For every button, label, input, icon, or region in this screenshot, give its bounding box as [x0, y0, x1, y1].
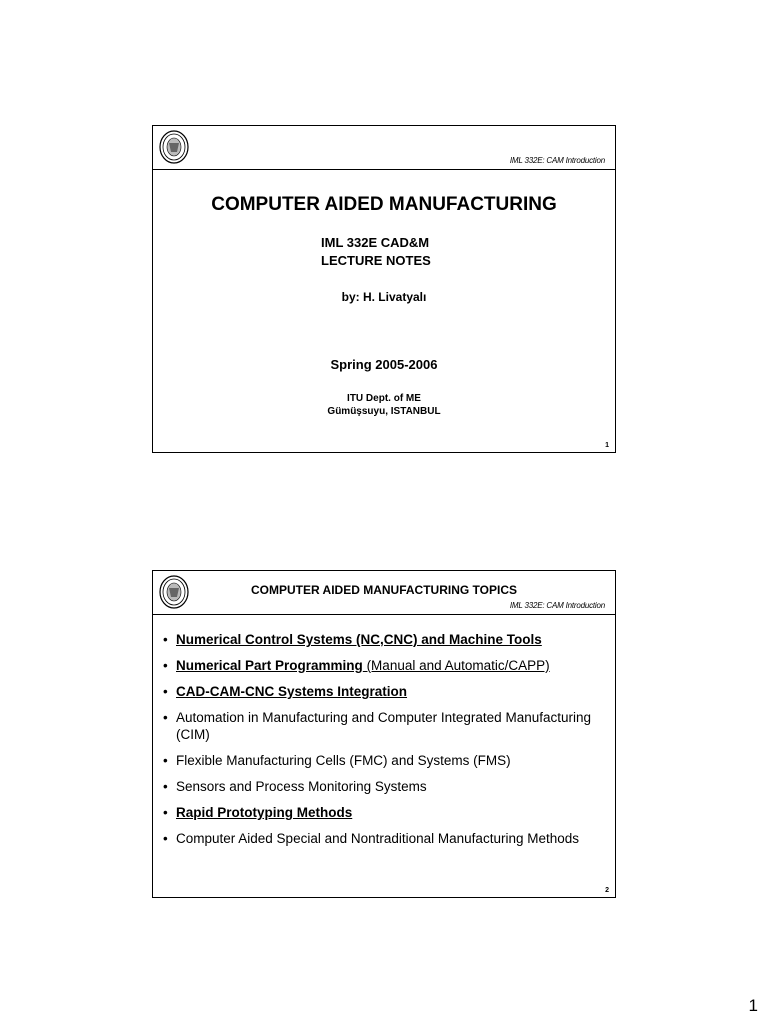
topic-label: Automation in Manufacturing and Computer Integrated Manufacturing (CIM)	[176, 710, 591, 742]
topic-item	[163, 631, 603, 648]
topic-item	[163, 804, 603, 821]
slide-number: 1	[605, 442, 609, 449]
bullet-icon: •	[163, 632, 168, 647]
lecture-notes-label: LECTURE NOTES	[321, 253, 431, 268]
bullet-icon: •	[163, 753, 168, 768]
topic-label: Sensors and Process Monitoring Systems	[176, 779, 427, 794]
topic-label: Numerical Control Systems (NC,CNC) and Machine Tools	[176, 632, 542, 647]
topic-item	[163, 830, 603, 847]
slide-2-header	[153, 571, 615, 615]
course-tag: IML 332E: CAM Introduction	[509, 601, 605, 610]
bullet-icon: •	[163, 805, 168, 820]
topic-label: Computer Aided Special and Nontraditional Manufacturing Methods	[176, 831, 579, 846]
bullet-icon: •	[163, 658, 168, 673]
slide-2	[152, 570, 616, 898]
course-tag: IML 332E: CAM Introduction	[509, 156, 605, 165]
topic-label: Numerical Part Programming	[176, 658, 363, 673]
university-seal-icon	[159, 130, 189, 164]
bullet-icon: •	[163, 779, 168, 794]
topic-item	[163, 683, 603, 700]
topics-list	[163, 631, 603, 856]
bullet-icon: •	[163, 710, 168, 725]
department-line-2: Gümüşsuyu, ISTANBUL	[327, 406, 441, 417]
topic-item	[163, 657, 603, 674]
page-number: 1	[748, 996, 758, 1015]
term: Spring 2005-2006	[330, 357, 438, 372]
department	[153, 392, 615, 418]
topic-label: CAD-CAM-CNC Systems Integration	[176, 684, 408, 699]
course-code: IML 332E CAD&M	[321, 235, 430, 250]
topic-label: Flexible Manufacturing Cells (FMC) and Systems (FMS)	[176, 753, 511, 768]
slide-1-title: COMPUTER AIDED MANUFACTURING	[211, 194, 557, 215]
topic-detail: (Manual and Automatic/CAPP)	[362, 658, 550, 673]
topic-item	[163, 778, 603, 795]
topic-item	[163, 709, 603, 743]
department-line-1: ITU Dept. of ME	[347, 393, 421, 404]
bullet-icon: •	[163, 684, 168, 699]
slide-1-header	[153, 126, 615, 170]
author: by: H. Livatyalı	[341, 290, 427, 304]
topic-item	[163, 752, 603, 769]
topic-label: Rapid Prototyping Methods	[176, 805, 353, 820]
bullet-icon: •	[163, 831, 168, 846]
slide-number: 2	[605, 887, 609, 894]
slide-1	[152, 125, 616, 453]
slide-2-title: COMPUTER AIDED MANUFACTURING TOPICS	[250, 583, 517, 597]
